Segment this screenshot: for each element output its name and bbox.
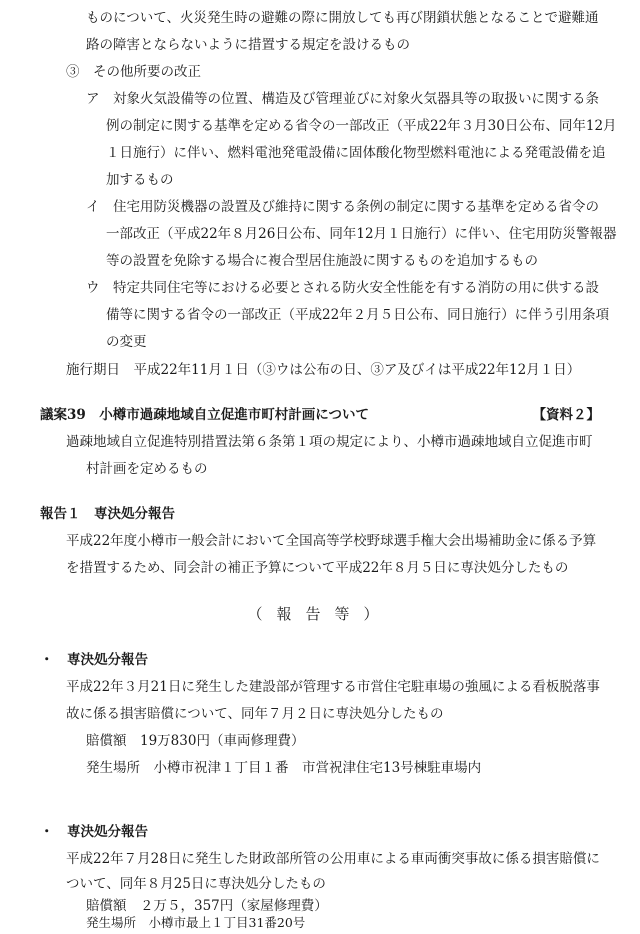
sub-item-a: ア 対象火気設備等の位置、構造及び管理並びに対象火気器具等の取扱いに関する条: [86, 91, 599, 107]
redaction-box: [60, 784, 440, 818]
sub-item-i: イ 住宅用防災機器の設置及び維持に関する条例の制定に関する基準を定める省令の: [86, 199, 599, 215]
sub-item-u: ウ 特定共同住宅等における必要とされる防火安全性能を有する消防の用に供する設: [86, 280, 599, 296]
agenda-heading: 議案39 小樽市過疎地域自立促進市町村計画について: [40, 407, 370, 423]
reference-label: 【資料２】: [532, 407, 600, 423]
text-line: ついて、同年８月25日に専決処分したもの: [66, 876, 326, 892]
text-line: 平成22年７月28日に発生した財政部所管の公用車による車両衝突事故に係る損害賠償に: [66, 851, 600, 867]
text-line: ものについて、火災発生時の避難の際に開放しても再び閉鎖状態となることで避難通: [86, 10, 599, 26]
text-line: 過疎地域自立促進特別措置法第６条第１項の規定により、小樽市過疎地域自立促進市町: [66, 434, 593, 450]
text-line: を措置するため、同会計の補正予算について平成22年８月５日に専決処分したもの: [66, 560, 569, 576]
bullet-heading: ・ 専決処分報告: [40, 824, 148, 840]
text-line: 加するもの: [106, 172, 174, 188]
section-item: ③ その他所要の改正: [66, 64, 201, 80]
text-line: の変更: [106, 334, 147, 350]
section-title: （報告等）: [247, 605, 393, 623]
text-line: 備等に関する省令の一部改正（平成22年２月５日公布、同日施行）に伴う引用条項: [106, 307, 610, 323]
text-line: 村計画を定めるもの: [86, 461, 208, 477]
text-line: 一部改正（平成22年８月26日公布、同年12月１日施行）に伴い、住宅用防災警報器: [106, 226, 617, 242]
compensation-amount: 賠償額 19万830円（車両修理費）: [86, 733, 305, 749]
effective-date: 施行期日 平成22年11月１日（③ウは公布の日、③ア及びイは平成22年12月１日）: [66, 362, 581, 378]
text-line: 平成22年度小樽市一般会計において全国高等学校野球選手権大会出場補助金に係る予算: [66, 533, 597, 549]
report-heading: 報告１ 専決処分報告: [40, 506, 175, 522]
text-line: 例の制定に関する基準を定める省令の一部改正（平成22年３月30日公布、同年12月: [106, 118, 617, 134]
location: 発生場所 小樽市最上１丁目31番20号: [86, 915, 306, 930]
text-line: 故に係る損害賠償について、同年７月２日に専決処分したもの: [66, 706, 444, 722]
location: 発生場所 小樽市祝津１丁目１番 市営祝津住宅13号棟駐車場内: [86, 760, 482, 776]
text-line: 等の設置を免除する場合に複合型居住施設に関するものを追加するもの: [106, 253, 538, 269]
text-line: 平成22年３月21日に発生した建設部が管理する市営住宅駐車場の強風による看板脱落事: [66, 679, 600, 695]
text-line: １日施行）に伴い、燃料電池発電設備に固体酸化物型燃料電池による発電設備を追: [106, 145, 606, 161]
text-line: 路の障害とならないように措置する規定を設けるもの: [86, 37, 410, 53]
compensation-amount: 賠償額 ２万５，357円（家屋修理費）: [86, 898, 328, 914]
bullet-heading: ・ 専決処分報告: [40, 652, 148, 668]
